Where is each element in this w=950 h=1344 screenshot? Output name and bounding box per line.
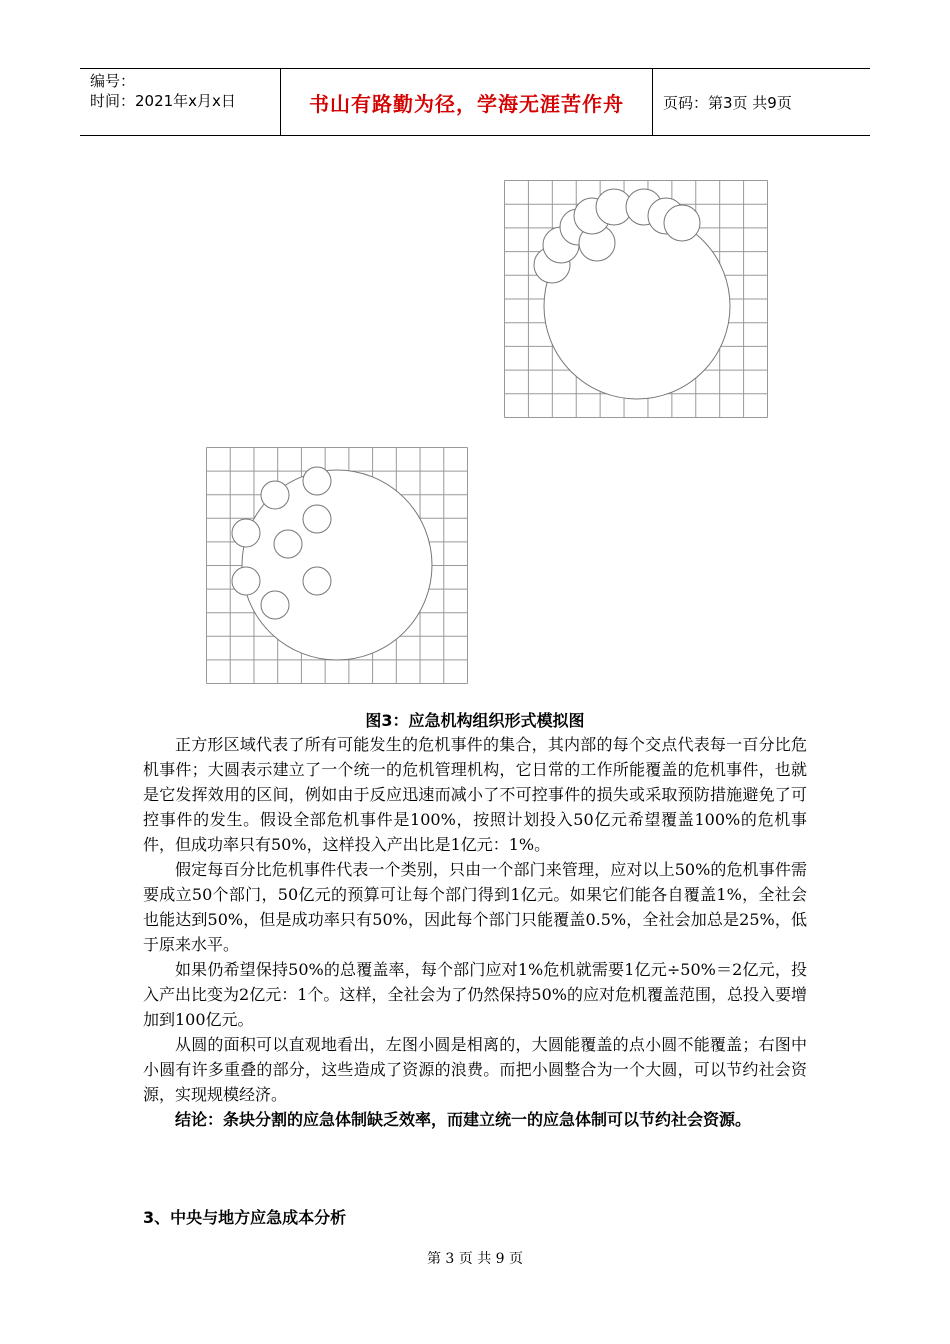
header-number: 编号： [90, 72, 136, 90]
small-circle [261, 591, 289, 619]
small-circle [232, 567, 260, 595]
small-circle [232, 519, 260, 547]
section-heading: 3、中央与地方应急成本分析 [143, 1208, 347, 1227]
body-text [143, 732, 807, 1132]
header-page-info: 页码：第3页 共9页 [663, 93, 792, 112]
header-date: 时间：2021年x月x日 [90, 92, 236, 110]
small-circle [303, 467, 331, 495]
paragraph: 假定每百分比危机事件代表一个类别，只由一个部门来管理，应对以上50%的危机事件需要成立50个部门，50亿元的预算可让每个部门得到1亿元。如果它们能各自覆盖1%，全社会也能达到50%，但是成功率只有50%，因此每个部门只能覆盖0.5%，全社会加总是25%，低于原来水平。 [143, 860, 807, 954]
small-circle [274, 530, 302, 558]
conclusion: 结论：条块分割的应急体制缺乏效率，而建立统一的应急体制可以节约社会资源。 [175, 1110, 752, 1129]
paragraph: 如果仍希望保持50%的总覆盖率，每个部门应对1%危机就需要1亿元÷50%＝2亿元，投入产出比变为2亿元：1个。这样，全社会为了仍然保持50%的应对危机覆盖范围，总投入要增加到100亿元。 [143, 960, 807, 1029]
small-circle [664, 205, 700, 241]
paragraph: 正方形区域代表了所有可能发生的危机事件的集合，其内部的每个交点代表每一百分比危机事件；大圆表示建立了一个统一的危机管理机构，它日常的工作所能覆盖的危机事件，也就是它发挥效用的区间，例如由于反应迅速而减小了不可控事件的损失或采取预防措施避免了可控事件的发生。假设全部危机事件是100%，按照计划投入50亿元希望覆盖100%的危机事件，但成功率只有50%，这样投入产出比是1亿元：1%。 [143, 735, 807, 854]
small-circle [261, 481, 289, 509]
small-circle [303, 567, 331, 595]
header-meta [80, 69, 281, 135]
figure-left-separated-circles [206, 447, 468, 684]
page-header [80, 68, 870, 136]
page-footer: 第 3 页 共 9 页 [426, 1251, 524, 1267]
small-circle [303, 505, 331, 533]
paragraph: 从圆的面积可以直观地看出，左图小圆是相离的，大圆能覆盖的点小圆不能覆盖；右图中小圆有许多重叠的部分，这些造成了资源的浪费。而把小圆整合为一个大圆，可以节约社会资源，实现规模经济。 [143, 1035, 807, 1104]
header-motto: 书山有路勤为径，学海无涯苦作舟 [281, 69, 653, 135]
figure-right-overlapping-circles [504, 180, 768, 418]
figure-caption: 图3：应急机构组织形式模拟图 [365, 711, 585, 730]
